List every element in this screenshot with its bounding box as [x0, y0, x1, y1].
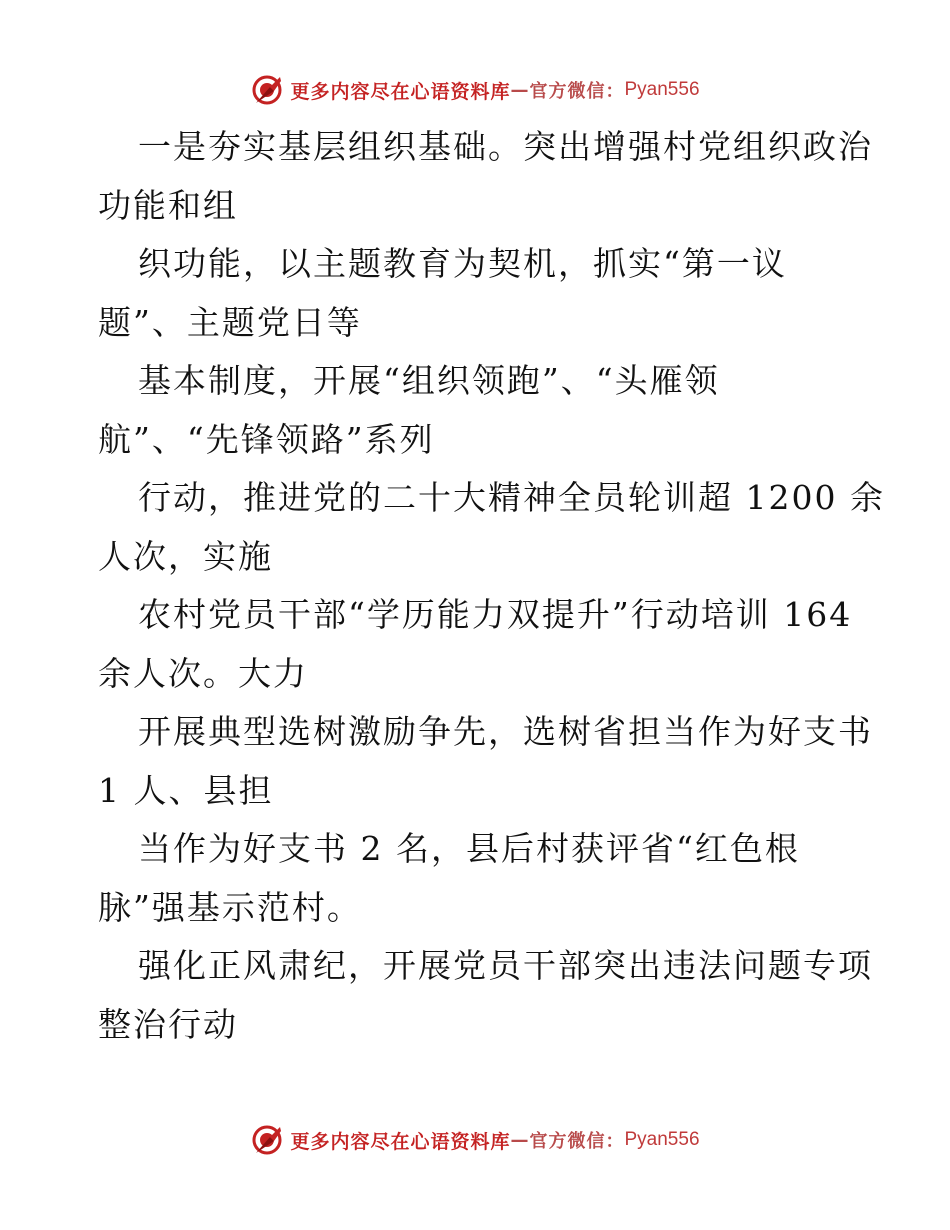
- paragraph-line: 农村党员干部“学历能力双提升”行动培训 164: [138, 595, 853, 634]
- paragraph-line: 行动，推进党的二十大精神全员轮训超 1200 余: [138, 478, 885, 517]
- paragraph-line: 余人次。大力: [98, 653, 308, 693]
- footer-brand-text: 更多内容尽在心语资料库: [290, 1130, 511, 1153]
- paragraph-line: 航”、“先锋领路”系列: [98, 419, 435, 459]
- pen-logo-icon: [250, 1123, 284, 1157]
- footer-watermark: [0, 1120, 950, 1160]
- paragraph-line: 整治行动: [98, 1004, 238, 1044]
- document-body: [98, 118, 885, 1054]
- paragraph-line: 织功能，以主题教育为契机，抓实“第一议: [138, 244, 787, 283]
- header-contact-label: 官方微信：: [529, 81, 625, 102]
- paragraph-line: 强化正风肃纪，开展党员干部突出违法问题专项: [138, 946, 873, 985]
- header-watermark: [0, 70, 950, 110]
- paragraph-line: 当作为好支书 2 名，县后村获评省“红色根: [138, 829, 800, 868]
- paragraph-line: 1 人、县担: [98, 770, 274, 810]
- paragraph-line: 人次，实施: [98, 536, 273, 576]
- paragraph-line: 脉”强基示范村。: [98, 887, 362, 927]
- header-separator: —: [510, 79, 530, 101]
- paragraph-line: 功能和组: [98, 185, 238, 225]
- pen-logo-icon: [250, 73, 284, 107]
- footer-contact-id: Pyan556: [624, 1129, 700, 1150]
- header-contact-id: Pyan556: [624, 79, 700, 100]
- header-brand-text: 更多内容尽在心语资料库: [290, 80, 511, 103]
- paragraph-line: 一是夯实基层组织基础。突出增强村党组织政治: [138, 127, 873, 166]
- footer-separator: —: [510, 1129, 530, 1151]
- paragraph-line: 开展典型选树激励争先，选树省担当作为好支书: [138, 712, 873, 751]
- paragraph-line: 题”、主题党日等: [98, 302, 362, 342]
- footer-contact-label: 官方微信：: [529, 1131, 625, 1152]
- paragraph-line: 基本制度，开展“组织领跑”、“头雁领: [138, 361, 720, 400]
